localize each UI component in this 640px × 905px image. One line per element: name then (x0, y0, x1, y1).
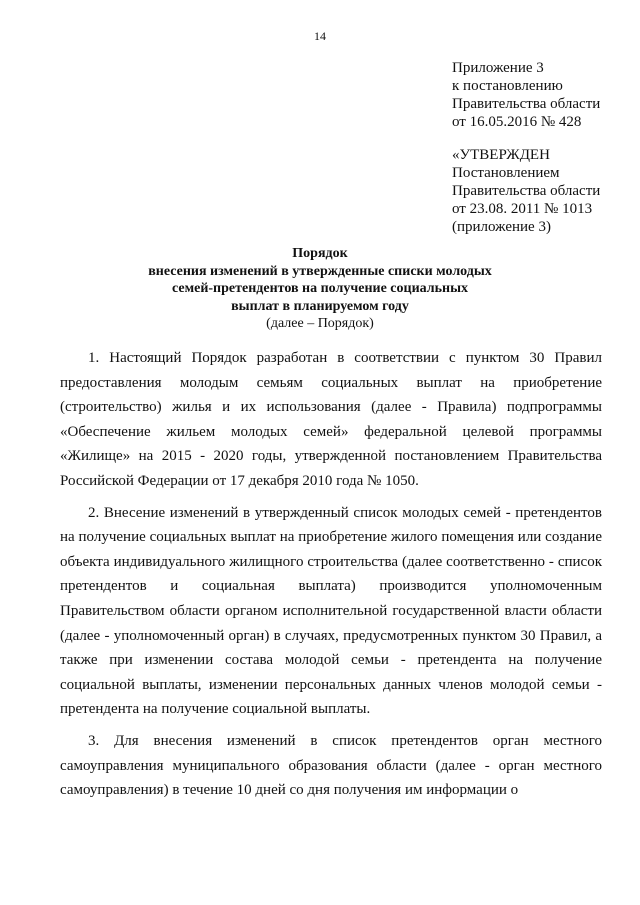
title-subheading: внесения изменений в утвержденные списки молодых (148, 263, 492, 279)
paragraph-2: 2. Внесение изменений в утвержденный список молодых семей - претендентов на получение социальных выплат на приобретение жилого помещения или создание объекта индивидуального жилищного строительства (далее соответственно - список претендентов и социальная выплата) производится уполномоченным Правительством области органом исполнительной государственной власти области (далее - уполномоченный орган) в случаях, предусмотренных пунктом 30 Правил, а также при изменении состава молодой семьи - претендента на получение социальной выплаты, изменении персональных данных членов молодой семьи - претендента на получение социальной выплаты. (60, 504, 602, 718)
document-body (60, 346, 602, 810)
title-heading: Порядок (292, 246, 348, 261)
approval-block (452, 146, 600, 236)
page-number: 14 (314, 29, 326, 43)
appendix-line: от 16.05.2016 № 428 (452, 114, 582, 130)
appendix-block (452, 59, 600, 131)
paragraph-3: 3. Для внесения изменений в список претендентов орган местного самоуправления муниципального образования области (далее - орган местного самоуправления) в течение 10 дней со дня получения им информации о (60, 732, 602, 799)
appendix-line: Правительства области (452, 96, 601, 112)
title-subheading: семей-претендентов на получение социальных (171, 281, 469, 296)
title-subheading: выплат в планируемом году (231, 298, 409, 314)
approval-line: Постановлением (452, 165, 560, 181)
approval-line: Правительства области (452, 183, 601, 199)
document-title (0, 245, 640, 333)
approval-line: «УТВЕРЖДЕН (452, 147, 550, 163)
paragraph-1: 1. Настоящий Порядок разработан в соответствии с пунктом 30 Правил предоставления молодым семьям социальных выплат на приобретение (строительство) жилья и их использования (далее - Правила) подпрограммы «Обеспечение жильем молодых семей» федеральной целевой программы «Жилище» на 2015 - 2020 годы, утвержденной постановлением Правительства Российской Федерации от 17 декабря 2010 года № 1050. (60, 350, 602, 489)
approval-line: от 23.08. 2011 № 1013 (452, 201, 593, 217)
appendix-line: к постановлению (452, 78, 563, 94)
appendix-line: Приложение 3 (452, 60, 544, 76)
approval-line: (приложение 3) (452, 219, 551, 235)
title-abbreviation: (далее – Порядок) (266, 316, 374, 331)
